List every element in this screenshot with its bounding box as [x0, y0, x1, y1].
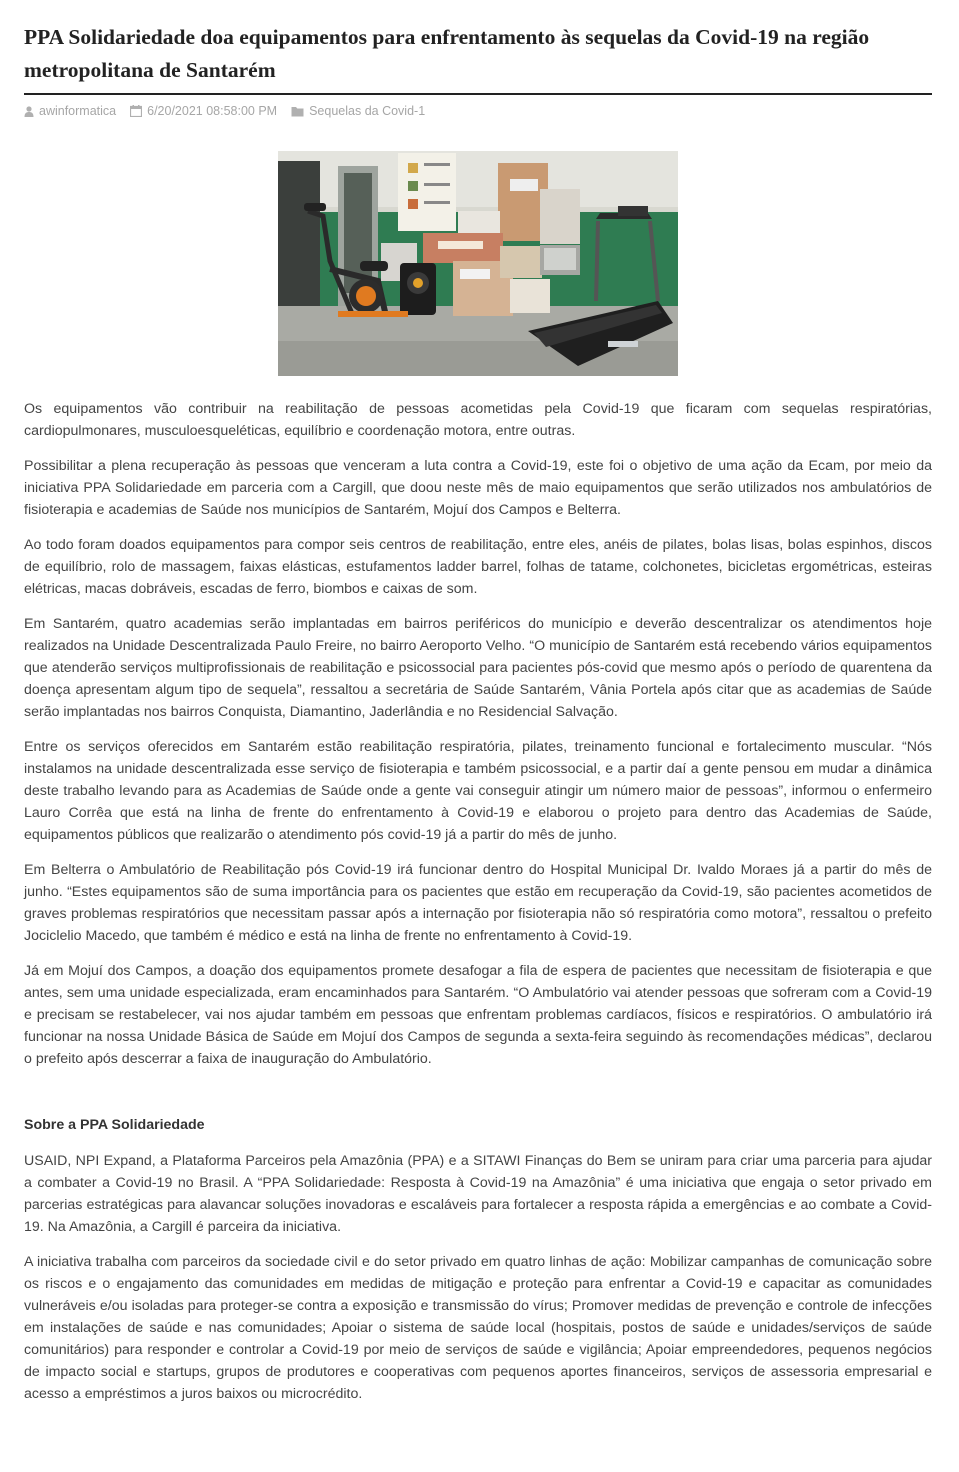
paragraph: Em Santarém, quatro academias serão implantadas em bairros periféricos do município e deverão descentralizar os atendimentos hoje realizados na Unidade Descentralizada Paulo Freire, no bairro Aeroporto Velho. “O município de Santarém está recebendo vários equipamentos que atenderão serviços multiprofissionais de reabilitação e psicossocial para pacientes pós-covid que mesmo após o período de quarentena da doença apresentam algum tipo de sequela”, ressaltou a secretária de Saúde Santarém, Vânia Portela após citar que as academias de Saúde serão implantadas nos bairros Conquista, Diamantino, Jaderlândia e no Residencial Salvação.: [24, 616, 932, 720]
date-meta: [130, 104, 277, 118]
category-meta[interactable]: [291, 104, 425, 118]
paragraph: Já em Mojuí dos Campos, a doação dos equipamentos promete desafogar a fila de espera de pacientes que necessitam de fisioterapia e que antes, sem uma unidade especializada, eram encaminhados para Santarém. “O Ambulatório vai atender pessoas que sofreram com a Covid-19 e precisam se restabelecer, vai nos ajudar também em pessoas que enfrentam problemas cardíacos, físicos e respiratórios. O ambulatório irá funcionar na nossa Unidade Básica de Saúde em Mojuí dos Campos de segunda a sexta-feira seguindo às recomendações médicas”, declarou o prefeito após descerrar a faixa de inauguração do Ambulatório.: [24, 963, 932, 1067]
author-meta[interactable]: [24, 104, 116, 118]
paragraph: Em Belterra o Ambulatório de Reabilitação pós Covid-19 irá funcionar dentro do Hospital Municipal Dr. Ivaldo Moraes já a partir do mês de junho. “Estes equipamentos são de suma importância para os pacientes que estão em recuperação da Covid-19, são pacientes acometidos de graves problemas respiratórios que necessitam passar após a internação por fisioterapia não só respiratória como motora”, ressaltou o prefeito Jociclelio Macedo, que também é médico e está na linha de frente no enfrentamento à Covid-19.: [24, 862, 932, 944]
paragraph: USAID, NPI Expand, a Plataforma Parceiros pela Amazônia (PPA) e a SITAWI Finanças do Bem se uniram para criar uma parceria para ajudar a combater a Covid-19 no Brasil. A “PPA Solidariedade: Resposta à Covid-19 na Amazônia” é uma iniciativa que engaja o setor privado em parcerias estratégicas para alavancar soluções inovadoras e escaláveis para fortalecer a resposta rápida a emergências e ao combate a Covid-19. Na Amazônia, a Cargill é parceira da iniciativa.: [24, 1153, 932, 1235]
article: [24, 0, 932, 119]
author-name: awinformatica: [39, 104, 117, 118]
paragraph: A iniciativa trabalha com parceiros da sociedade civil e do setor privado em quatro linhas de ação: Mobilizar campanhas de comunicação sobre os riscos e o engajamento das comunidades em medidas de mitigação e proteção para enfrentar a Covid-19 e capacitar as comunidades vulneráveis e/ou isoladas para proteger-se contra a exposição e transmissão do vírus; Promover medidas de prevenção e controle de infecções em instalações de saúde e nas comunidades; Apoiar o sistema de saúde local (hospitais, postos de saúde e unidades/serviços de saúde comunitários) para responder e controlar a Covid-19 por meio de serviços de saúde e vigilância; Apoiar empreendedores, pequenos negócios de impacto social e startups, grupos de produtores e cooperativas com pequenos aportes financeiros, serviços de assessoria empresarial e acesso a empréstimos a juros baixos ou microcrédito.: [24, 1254, 932, 1402]
article-meta: [24, 103, 932, 119]
paragraph: Ao todo foram doados equipamentos para compor seis centros de reabilitação, entre eles, anéis de pilates, bolas lisas, bolas espinhos, discos de equilíbrio, rolo de massagem, faixas elásticas, estufamentos ladder barrel, folhas de tatame, colchonetes, bicicletas ergométricas, esteiras elétricas, macas dobráveis, escadas de ferro, biombos e caixas de som.: [24, 537, 932, 597]
paragraph: Entre os serviços oferecidos em Santarém estão reabilitação respiratória, pilates, treinamento funcional e fortalecimento muscular. “Nós instalamos na unidade descentralizada esse serviço de fisioterapia e também psicossocial, e a partir daí a gente pensou em mudar a dinâmica deste trabalho levando para as Academias de Saúde onde a gente vai conseguir atingir um número maior de pessoas”, informou o enfermeiro Lauro Corrêa que está na linha de frente do enfrentamento à Covid-19 e elaborou o projeto para dentro das Academias de Saúde, equipamentos públicos que realizarão o atendimento pós covid-19 já a partir do mês de junho.: [24, 739, 932, 843]
donated-rehabilitation-equipment-photo: [278, 151, 678, 376]
paragraph: Possibilitar a plena recuperação às pessoas que venceram a luta contra a Covid-19, este foi o objetivo de uma ação da Ecam, por meio da iniciativa PPA Solidariedade em parceria com a Cargill, que doou neste mês de maio equipamentos que serão utilizados nos ambulatórios de fisioterapia e academias de Saúde nos municípios de Santarém, Mojuí dos Campos e Belterra.: [24, 458, 932, 518]
folder-icon: [291, 106, 304, 117]
user-icon: [24, 106, 34, 117]
section-heading: Sobre a PPA Solidariedade: [24, 1117, 205, 1133]
calendar-icon: [130, 105, 142, 117]
paragraph: Os equipamentos vão contribuir na reabilitação de pessoas acometidas pela Covid-19 que ficaram com sequelas respiratórias, cardiopulmonares, musculoesqueléticas, equilíbrio e coordenação motora, entre outras.: [24, 401, 932, 439]
article-body: [24, 398, 932, 1418]
article-photo: [278, 151, 678, 376]
article-title: PPA Solidariedade doa equipamentos para enfrentamento às sequelas da Covid-19 na região metropolitana de Santarém: [24, 0, 932, 95]
publish-date: 6/20/2021 08:58:00 PM: [147, 104, 278, 118]
category-link[interactable]: Sequelas da Covid-1: [309, 104, 426, 118]
